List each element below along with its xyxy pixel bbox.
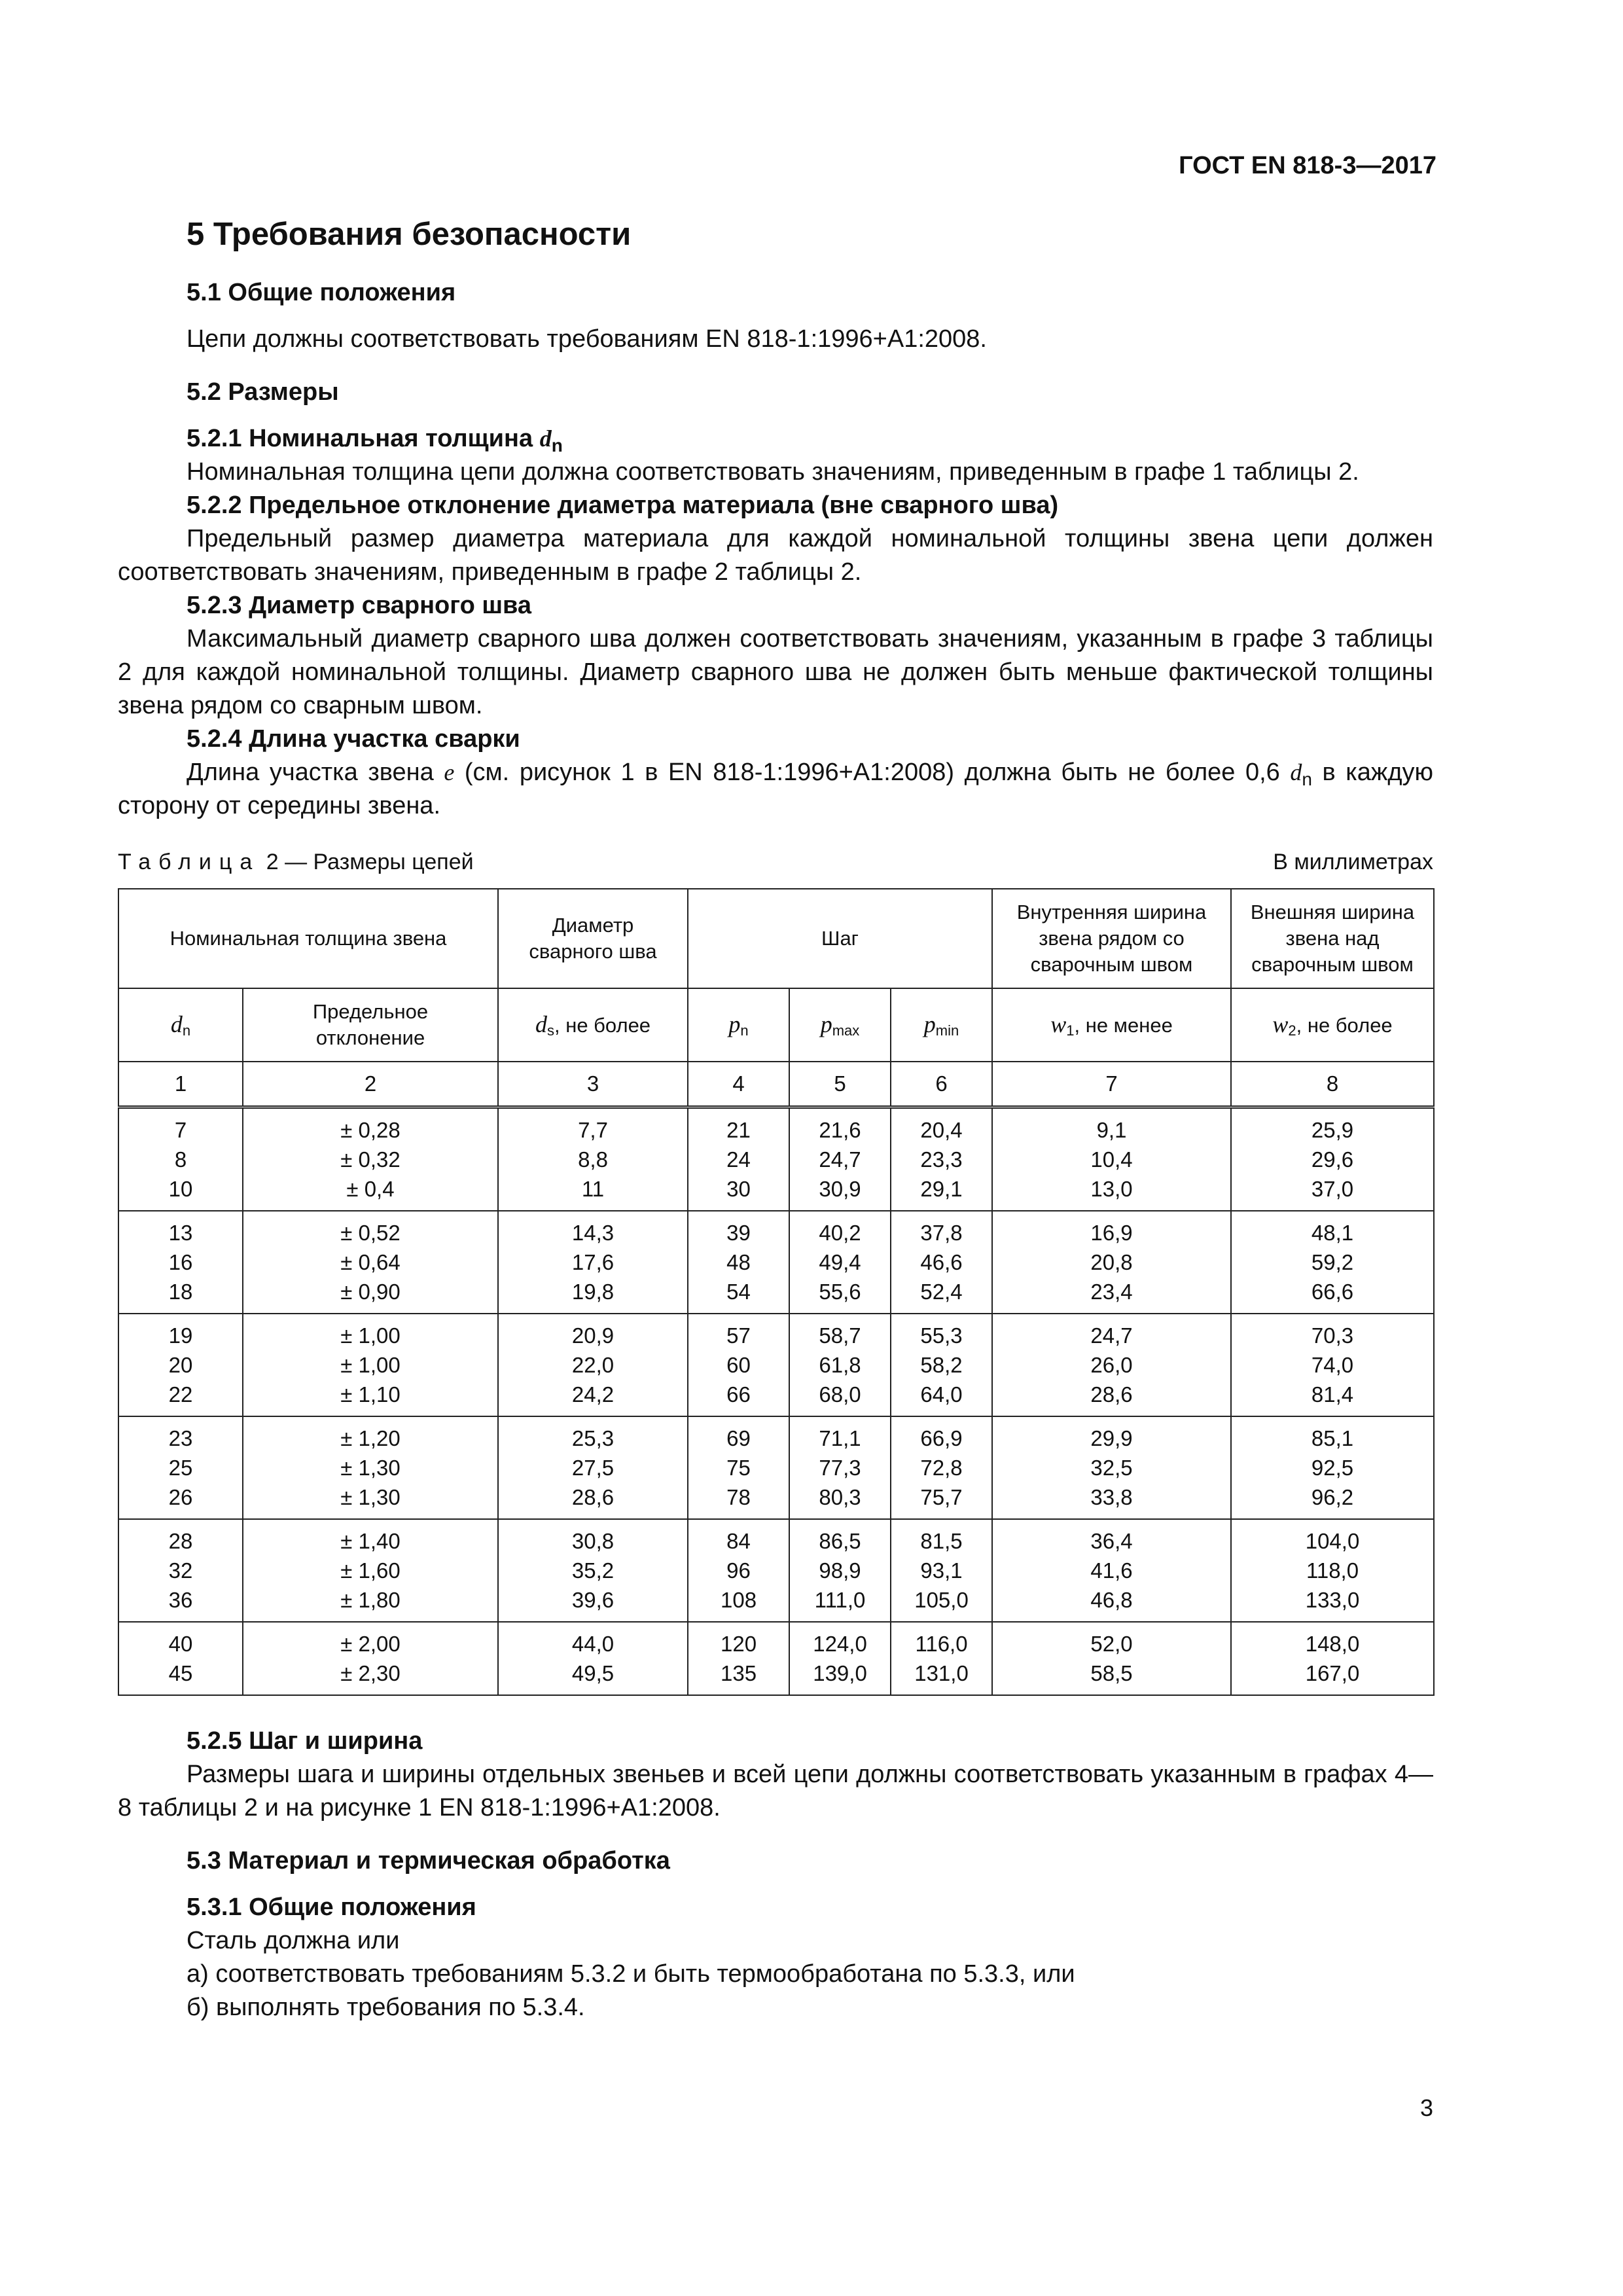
- section-5-2-3-title: 5.2.3 Диаметр сварного шва: [187, 592, 532, 619]
- table-units: В миллиметрах: [1273, 850, 1433, 874]
- cell-value: ± 1,60: [340, 1558, 401, 1583]
- cell-value: ± 1,00: [340, 1353, 401, 1377]
- cell-value: 26,0: [1090, 1353, 1133, 1377]
- section-5-title: 5 Требования безопасности: [187, 217, 632, 252]
- table-row-group: [118, 1519, 1434, 1622]
- cell-value: 24,7: [819, 1147, 861, 1172]
- cell-value: 26: [168, 1485, 193, 1509]
- cell-value: ± 0,28: [340, 1118, 401, 1142]
- column-number: 3: [498, 1062, 688, 1107]
- table-cell: [1231, 1622, 1434, 1695]
- cell-value: 64,0: [920, 1382, 963, 1407]
- section-5-3-1-title: 5.3.1 Общие положения: [187, 1893, 476, 1921]
- table-cell: [1231, 1211, 1434, 1314]
- document-code: ГОСТ EN 818-3—2017: [1179, 152, 1436, 179]
- section-5-2-5-text: Размеры шага и ширины отдельных звеньев и всей цепи должны соответствовать указанным в графах 4—8 таблицы 2 и на рисунке 1 EN 818-1:1996+A1:2008.: [118, 1761, 1433, 1821]
- cell-value: ± 1,20: [340, 1426, 401, 1450]
- cell-value: ± 2,30: [340, 1661, 401, 1685]
- cell-value: 8: [174, 1147, 187, 1172]
- cell-value: 58,7: [819, 1323, 861, 1348]
- cell-value: 22,0: [571, 1353, 615, 1377]
- cell-value: 23,4: [1090, 1280, 1133, 1304]
- cell-value: 24,2: [571, 1382, 615, 1407]
- table-cell: [789, 1519, 891, 1622]
- cell-value: 23,3: [920, 1147, 963, 1172]
- cell-value: ± 0,64: [340, 1250, 401, 1274]
- cell-value: 28: [168, 1529, 193, 1553]
- cell-value: 35,2: [571, 1558, 615, 1583]
- table-cell: [688, 1107, 789, 1211]
- cell-value: 39,6: [571, 1588, 615, 1612]
- cell-value: 25,3: [571, 1426, 615, 1450]
- cell-value: 104,0: [1305, 1529, 1360, 1553]
- cell-value: 84: [726, 1529, 751, 1553]
- section-5-2-4-text: Длина участка звена e (см. рисунок 1 в EN 818-1:1996+A1:2008) должна быть не более 0,6 $d_n$ в каждую сторону от середины звена.: [118, 759, 1433, 819]
- table-cell: [498, 1519, 688, 1622]
- header-weld-diameter: Диаметр сварного шва: [498, 889, 688, 988]
- column-number: 7: [992, 1062, 1231, 1107]
- cell-value: 18: [168, 1280, 193, 1304]
- cell-value: 71,1: [819, 1426, 861, 1450]
- table-cell: [688, 1314, 789, 1416]
- table-cell: [992, 1314, 1231, 1416]
- table-cell: [992, 1107, 1231, 1211]
- table-cell: [891, 1211, 992, 1314]
- cell-value: 133,0: [1305, 1588, 1360, 1612]
- cell-value: ± 1,00: [340, 1323, 401, 1348]
- table-cell: [498, 1107, 688, 1211]
- subheader-pmin: pmin: [891, 988, 992, 1062]
- table-cell: [789, 1107, 891, 1211]
- cell-value: 92,5: [1311, 1456, 1354, 1480]
- cell-value: 131,0: [914, 1661, 969, 1685]
- cell-value: 75,7: [920, 1485, 963, 1509]
- section-5-1-text: Цепи должны соответствовать требованиям EN 818-1:1996+A1:2008.: [187, 325, 987, 353]
- column-number: 2: [243, 1062, 498, 1107]
- cell-value: 20,9: [571, 1323, 615, 1348]
- column-number: 1: [118, 1062, 243, 1107]
- section-5-2-4-title: 5.2.4 Длина участка сварки: [187, 725, 520, 753]
- cell-value: 17,6: [571, 1250, 615, 1274]
- table-cell: [891, 1622, 992, 1695]
- cell-value: 7,7: [578, 1118, 608, 1142]
- table-cell: [1231, 1519, 1434, 1622]
- cell-value: 85,1: [1311, 1426, 1354, 1450]
- table-caption-row: [118, 848, 1433, 876]
- cell-value: 74,0: [1311, 1353, 1354, 1377]
- cell-value: 7: [174, 1118, 187, 1142]
- cell-value: 24: [726, 1147, 751, 1172]
- section-5-2-title: 5.2 Размеры: [187, 378, 339, 406]
- table-cell: [992, 1622, 1231, 1695]
- table-cell: [992, 1519, 1231, 1622]
- page-content: [118, 216, 1433, 2024]
- cell-value: 57: [726, 1323, 751, 1348]
- cell-value: ± 0,90: [340, 1280, 401, 1304]
- cell-value: ± 1,80: [340, 1588, 401, 1612]
- cell-value: 96: [726, 1558, 751, 1583]
- section-5-2-3-text: Максимальный диаметр сварного шва должен соответствовать значениям, указанным в графе 3 таблицы 2 для каждой номинальной толщины. Диаметр сварного шва не должен быть меньше фактической толщины звена рядом со сварным швом.: [118, 625, 1433, 719]
- column-number: 4: [688, 1062, 789, 1107]
- cell-value: 27,5: [571, 1456, 615, 1480]
- cell-value: ± 1,10: [340, 1382, 401, 1407]
- cell-value: 11: [581, 1177, 605, 1201]
- cell-value: 13,0: [1090, 1177, 1133, 1201]
- table-cell: [688, 1519, 789, 1622]
- table-row-group: [118, 1211, 1434, 1314]
- cell-value: 32,5: [1090, 1456, 1133, 1480]
- cell-value: 69: [726, 1426, 751, 1450]
- table-cell: [688, 1416, 789, 1519]
- cell-value: 111,0: [814, 1588, 866, 1612]
- cell-value: 37,8: [920, 1221, 963, 1245]
- cell-value: 58,2: [920, 1353, 963, 1377]
- table-cell: [992, 1416, 1231, 1519]
- section-5-2-1-text: Номинальная толщина цепи должна соответствовать значениям, приведенным в графе 1 таблицы 2.: [187, 458, 1359, 486]
- cell-value: 16: [168, 1250, 193, 1274]
- cell-value: 19: [168, 1323, 193, 1348]
- cell-value: 30: [726, 1177, 751, 1201]
- cell-value: 14,3: [571, 1221, 615, 1245]
- cell-value: ± 0,52: [340, 1221, 401, 1245]
- cell-value: 23: [168, 1426, 193, 1450]
- cell-value: 29,9: [1090, 1426, 1133, 1450]
- table-cell: [992, 1211, 1231, 1314]
- table-cell: [118, 1314, 243, 1416]
- cell-value: 30,9: [819, 1177, 861, 1201]
- cell-value: 148,0: [1305, 1632, 1360, 1656]
- header-outer-width: Внешняя ширина звена над сварочным швом: [1231, 889, 1434, 988]
- cell-value: 49,4: [819, 1250, 861, 1274]
- cell-value: 36,4: [1090, 1529, 1133, 1553]
- table-cell: [688, 1622, 789, 1695]
- table-cell: [498, 1314, 688, 1416]
- cell-value: 13: [168, 1221, 193, 1245]
- cell-value: 10,4: [1090, 1147, 1133, 1172]
- cell-value: 45: [168, 1661, 193, 1685]
- cell-value: 48,1: [1311, 1221, 1354, 1245]
- cell-value: 44,0: [571, 1632, 615, 1656]
- table-cell: [118, 1416, 243, 1519]
- table-cell: [243, 1107, 498, 1211]
- subheader-dn: dn: [118, 988, 243, 1062]
- table-cell: [1231, 1416, 1434, 1519]
- cell-value: 86,5: [819, 1529, 861, 1553]
- cell-value: 48: [726, 1250, 751, 1274]
- cell-value: 55,6: [819, 1280, 861, 1304]
- cell-value: 55,3: [920, 1323, 963, 1348]
- cell-value: 66: [726, 1382, 751, 1407]
- table-cell: [243, 1416, 498, 1519]
- table-cell: [1231, 1107, 1434, 1211]
- cell-value: 116,0: [915, 1632, 968, 1656]
- section-5-3-1-line-1: Сталь должна или: [187, 1927, 400, 1954]
- table-cell: [498, 1416, 688, 1519]
- table-row-group: [118, 1622, 1434, 1695]
- table-cell: [891, 1416, 992, 1519]
- cell-value: 22: [168, 1382, 193, 1407]
- cell-value: ± 1,30: [340, 1456, 401, 1480]
- cell-value: 10: [168, 1177, 193, 1201]
- subheader-tolerance: Предельное отклонение: [243, 988, 498, 1062]
- cell-value: 54: [726, 1280, 751, 1304]
- section-5-3-1-line-3: б) выполнять требования по 5.3.4.: [187, 1994, 585, 2021]
- cell-value: 81,5: [920, 1529, 963, 1553]
- cell-value: 46,8: [1090, 1588, 1133, 1612]
- table-cell: [118, 1107, 243, 1211]
- cell-value: 98,9: [819, 1558, 861, 1583]
- cell-value: 8,8: [578, 1147, 608, 1172]
- table-cell: [891, 1314, 992, 1416]
- cell-value: 81,4: [1311, 1382, 1354, 1407]
- cell-value: 37,0: [1311, 1177, 1354, 1201]
- table-caption: Таблица 2 — Размеры цепей: [118, 850, 474, 874]
- table-row-group: [118, 1107, 1434, 1211]
- table-row-group: [118, 1416, 1434, 1519]
- table-cell: [891, 1107, 992, 1211]
- cell-value: 108: [720, 1588, 757, 1612]
- cell-value: 61,8: [819, 1353, 861, 1377]
- cell-value: ± 1,30: [340, 1485, 401, 1509]
- cell-value: 21,6: [819, 1118, 861, 1142]
- table-body: [118, 1107, 1434, 1696]
- column-number: 8: [1231, 1062, 1434, 1107]
- cell-value: 19,8: [571, 1280, 615, 1304]
- cell-value: 68,0: [819, 1382, 861, 1407]
- table-cell: [243, 1314, 498, 1416]
- cell-value: 20,4: [920, 1118, 963, 1142]
- cell-value: 16,9: [1090, 1221, 1133, 1245]
- cell-value: ± 1,40: [340, 1529, 401, 1553]
- cell-value: 9,1: [1096, 1118, 1127, 1142]
- table-cell: [243, 1622, 498, 1695]
- cell-value: 52,0: [1090, 1632, 1133, 1656]
- cell-value: 77,3: [819, 1456, 861, 1480]
- table-cell: [498, 1211, 688, 1314]
- subheader-ds: ds, не более: [498, 988, 688, 1062]
- cell-value: 28,6: [1090, 1382, 1133, 1407]
- cell-value: 21: [726, 1118, 751, 1142]
- cell-value: 124,0: [813, 1632, 867, 1656]
- cell-value: 118,0: [1306, 1558, 1359, 1583]
- cell-value: 20: [168, 1353, 193, 1377]
- column-number: 5: [789, 1062, 891, 1107]
- cell-value: 60: [726, 1353, 751, 1377]
- cell-value: 36: [168, 1588, 193, 1612]
- table-cell: [118, 1211, 243, 1314]
- cell-value: 58,5: [1090, 1661, 1133, 1685]
- cell-value: 29,6: [1311, 1147, 1354, 1172]
- section-5-3-title: 5.3 Материал и термическая обработка: [187, 1847, 670, 1874]
- table-cell: [789, 1314, 891, 1416]
- table-cell: [789, 1416, 891, 1519]
- table-cell: [243, 1519, 498, 1622]
- table-cell: [118, 1519, 243, 1622]
- subheader-w2: w2, не более: [1231, 988, 1434, 1062]
- cell-value: 28,6: [571, 1485, 615, 1509]
- cell-value: 66,6: [1311, 1280, 1354, 1304]
- cell-value: 93,1: [920, 1558, 963, 1583]
- table-cell: [118, 1622, 243, 1695]
- cell-value: 32: [168, 1558, 193, 1583]
- header-pitch: Шаг: [688, 889, 992, 988]
- table-cell: [1231, 1314, 1434, 1416]
- table-cell: [789, 1211, 891, 1314]
- section-5-2-2-text: Предельный размер диаметра материала для каждой номинальной толщины звена цепи должен соответствовать значениям, приведенным в графе 2 таблицы 2.: [118, 525, 1433, 586]
- section-5-2-5-title: 5.2.5 Шаг и ширина: [187, 1727, 423, 1755]
- cell-value: 29,1: [920, 1177, 963, 1201]
- cell-value: 78: [726, 1485, 751, 1509]
- subheader-pmax: pmax: [789, 988, 891, 1062]
- cell-value: 59,2: [1311, 1250, 1354, 1274]
- cell-value: 41,6: [1090, 1558, 1133, 1583]
- cell-value: 167,0: [1305, 1661, 1360, 1685]
- cell-value: 120: [720, 1632, 757, 1656]
- cell-value: 96,2: [1311, 1485, 1354, 1509]
- page-number: 3: [1419, 2094, 1433, 2121]
- cell-value: ± 0,32: [340, 1147, 401, 1172]
- cell-value: 40: [168, 1632, 193, 1656]
- cell-value: 40,2: [819, 1221, 861, 1245]
- table-cell: [891, 1519, 992, 1622]
- cell-value: 70,3: [1311, 1323, 1354, 1348]
- cell-value: 72,8: [920, 1456, 963, 1480]
- section-5-2-2-title: 5.2.2 Предельное отклонение диаметра материала (вне сварного шва): [187, 492, 1059, 519]
- header-nominal-thickness: Номинальная толщина звена: [118, 889, 498, 988]
- cell-value: 135: [720, 1661, 757, 1685]
- cell-value: 39: [726, 1221, 751, 1245]
- cell-value: 30,8: [571, 1529, 615, 1553]
- cell-value: 80,3: [819, 1485, 861, 1509]
- cell-value: 52,4: [920, 1280, 963, 1304]
- table-cell: [688, 1211, 789, 1314]
- cell-value: 49,5: [571, 1661, 615, 1685]
- cell-value: ± 2,00: [340, 1632, 401, 1656]
- section-5-1-title: 5.1 Общие положения: [187, 279, 456, 306]
- table-cell: [243, 1211, 498, 1314]
- subheader-pn: pn: [688, 988, 789, 1062]
- chain-dimensions-table: [118, 888, 1435, 1696]
- column-numbers-row: [118, 1062, 1434, 1107]
- section-5-3-1-line-2: а) соответствовать требованиям 5.3.2 и быть термообработана по 5.3.3, или: [187, 1960, 1075, 1988]
- header-inner-width: Внутренняя ширина звена рядом со сварочным швом: [992, 889, 1231, 988]
- cell-value: 139,0: [813, 1661, 867, 1685]
- cell-value: 66,9: [920, 1426, 963, 1450]
- cell-value: 105,0: [914, 1588, 969, 1612]
- subheader-w1: w1, не менее: [992, 988, 1231, 1062]
- cell-value: 25,9: [1311, 1118, 1354, 1142]
- cell-value: 20,8: [1090, 1250, 1133, 1274]
- table-row-group: [118, 1314, 1434, 1416]
- table-cell: [498, 1622, 688, 1695]
- table-cell: [789, 1622, 891, 1695]
- cell-value: 75: [726, 1456, 751, 1480]
- cell-value: 24,7: [1090, 1323, 1133, 1348]
- cell-value: 33,8: [1090, 1485, 1133, 1509]
- column-number: 6: [891, 1062, 992, 1107]
- section-5-2-1-title: 5.2.1 Номинальная толщина $d_n$: [187, 425, 563, 456]
- cell-value: ± 0,4: [346, 1177, 395, 1201]
- cell-value: 46,6: [920, 1250, 963, 1274]
- cell-value: 25: [168, 1456, 193, 1480]
